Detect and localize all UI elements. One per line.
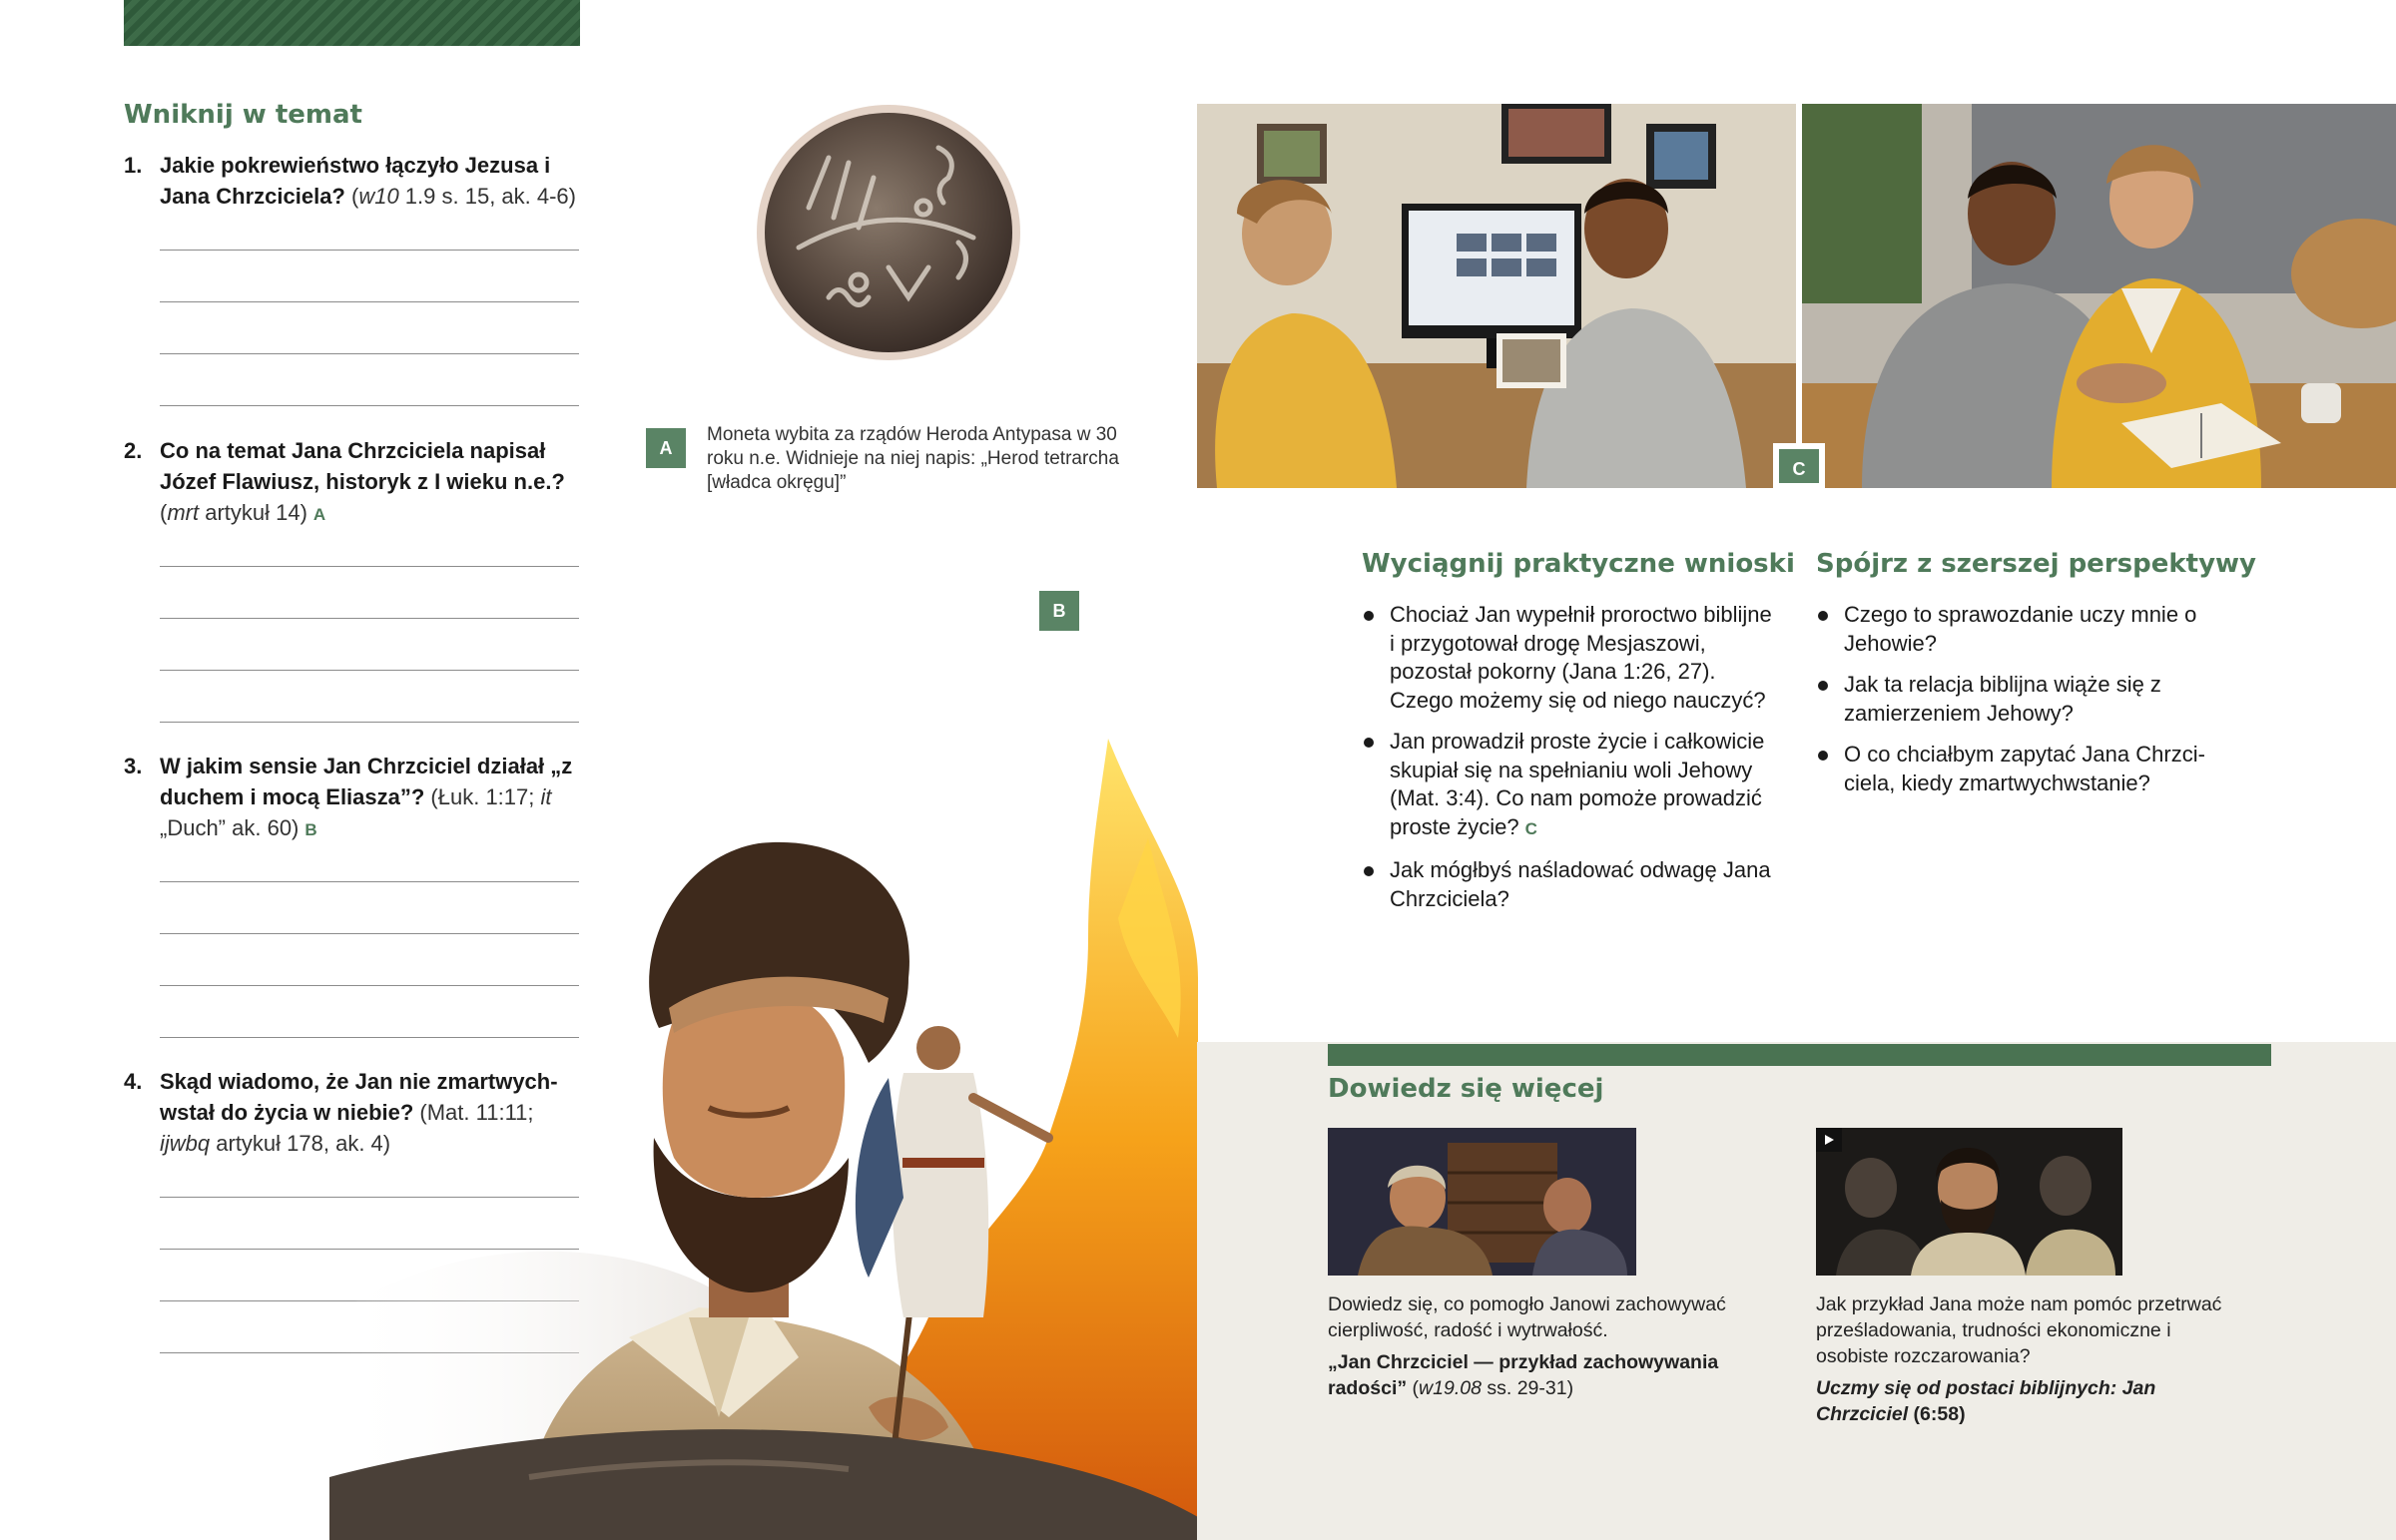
- practical-item: [1362, 856, 1781, 913]
- question-text: W jakim sensie Jan Chrzciciel działał „z duchem i mocą Eliasza”?: [160, 754, 573, 809]
- top-pattern-band: [124, 0, 580, 46]
- question-number: 1.: [124, 153, 143, 178]
- question-text: Skąd wiadomo, że Jan nie zmartwychwstał do życia w niebie?: [160, 1069, 558, 1125]
- answer-lines-1[interactable]: [160, 250, 579, 457]
- study-photo-bible: [1802, 104, 2396, 488]
- question-ref-italic: it: [540, 784, 552, 809]
- learn-more-bar: [1328, 1044, 2271, 1066]
- question-ref-prefix: (Mat. 11:11;: [413, 1100, 534, 1125]
- figure-badge-a: A: [646, 428, 686, 468]
- study-photo-computer: [1197, 104, 1796, 488]
- question-ref-rest: artykuł 14): [199, 500, 307, 525]
- practical-list: [1362, 601, 1781, 926]
- question-ref-prefix: (: [160, 500, 168, 525]
- article-card: [1328, 1291, 1787, 1401]
- section-heading-dig-deeper: Wniknij w temat: [124, 100, 362, 130]
- practical-item: [1362, 728, 1781, 843]
- question-1: [124, 150, 583, 212]
- question-ref-italic: mrt: [167, 500, 200, 525]
- video-duration: (6:58): [1908, 1403, 1966, 1425]
- video-thumbnail[interactable]: [1816, 1128, 2122, 1276]
- figure-badge-c: C: [1779, 449, 1819, 489]
- question-ref-rest: 1.9 s. 15, ak. 4-6): [398, 184, 576, 209]
- video-description: Jak przykład Jana może nam pomóc przetrwać prześladowania, trudności ekonomiczne i osobiste rozczarowania?: [1816, 1293, 2222, 1367]
- figure-ref-tag[interactable]: B: [304, 820, 317, 839]
- question-number: 3.: [124, 754, 143, 778]
- perspective-item: O co chciałbym zapytać Jana Chrzciciela, kiedy zmartwychwstanie?: [1816, 741, 2235, 797]
- video-card: [1816, 1291, 2235, 1427]
- video-link[interactable]: Uczmy się od postaci biblijnych: Jan Chrzciciel: [1816, 1377, 2156, 1425]
- question-ref-rest: „Duch” ak. 60): [160, 815, 300, 840]
- question-ref-italic: w10: [358, 184, 399, 209]
- coin-caption: Moneta wybita za rządów Heroda Antypasa w 30 roku n.e. Widnieje na niej napis: „Herod tetrarcha [władca okręgu]”: [707, 424, 1119, 493]
- learn-more-title: Dowiedz się więcej: [1328, 1074, 1604, 1104]
- figure-badge-b: B: [1039, 591, 1079, 631]
- question-number: 4.: [124, 1069, 143, 1094]
- practical-item-text: Jan prowadził proste życie i całkowicie skupiał się na spełnianiu woli Jehowy (Mat. 3:4). Co nam pomoże prowadzić proste życie?: [1390, 729, 1765, 839]
- article-link[interactable]: „Jan Chrzciciel — przykład zachowywania radości”: [1328, 1351, 1719, 1399]
- article-ref-rest: ss. 29-31): [1481, 1377, 1574, 1399]
- article-thumbnail[interactable]: [1328, 1128, 1636, 1276]
- play-glyph: [1823, 1134, 1835, 1146]
- question-ref-prefix: (Łuk. 1:17;: [424, 784, 541, 809]
- article-ref-prefix: (: [1407, 1377, 1420, 1399]
- figure-ref-tag[interactable]: C: [1524, 818, 1537, 838]
- article-ref-italic: w19.08: [1419, 1377, 1482, 1399]
- practical-item-text: Chociaż Jan wypełnił proroctwo biblijne i przygotował drogę Mesjaszowi, pozostał pokorny (Jana 1:26, 27). Czego możemy się od niego nauczyć?: [1390, 602, 1772, 713]
- practical-title: Wyciągnij praktyczne wnioski: [1362, 549, 1795, 579]
- figure-ref-tag[interactable]: A: [312, 505, 326, 524]
- question-ref-italic: ijwbq: [160, 1131, 211, 1156]
- perspective-item: Czego to sprawozdanie uczy mnie o Jehowie?: [1816, 601, 2235, 658]
- question-ref-prefix: (: [344, 184, 359, 209]
- coin-image: [739, 88, 1038, 377]
- question-2: [124, 435, 583, 530]
- perspective-title: Spójrz z szerszej perspektywy: [1816, 549, 2256, 579]
- question-text: Co na temat Jana Chrzciciela napisał Józef Flawiusz, historyk z I wieku n.e.?: [160, 438, 565, 494]
- practical-item-text: Jak mógłbyś naśladować odwagę Jana Chrzciciela?: [1390, 857, 1771, 911]
- article-description: Dowiedz się, co pomogło Janowi zachowywać cierpliwość, radość i wytrwałość.: [1328, 1293, 1726, 1341]
- question-ref-rest: artykuł 178, ak. 4): [210, 1131, 391, 1156]
- perspective-list: [1816, 601, 2235, 810]
- john-the-baptist-illustration: [329, 719, 1198, 1540]
- question-number: 2.: [124, 438, 143, 463]
- perspective-item: Jak ta relacja biblijna wiąże się z zamierzeniem Jehowy?: [1816, 671, 2235, 728]
- question-text: Jakie pokrewieństwo łączyło Jezusa i Jana Chrzciciela?: [160, 153, 551, 209]
- play-icon[interactable]: [1816, 1128, 1842, 1152]
- practical-item: [1362, 601, 1781, 715]
